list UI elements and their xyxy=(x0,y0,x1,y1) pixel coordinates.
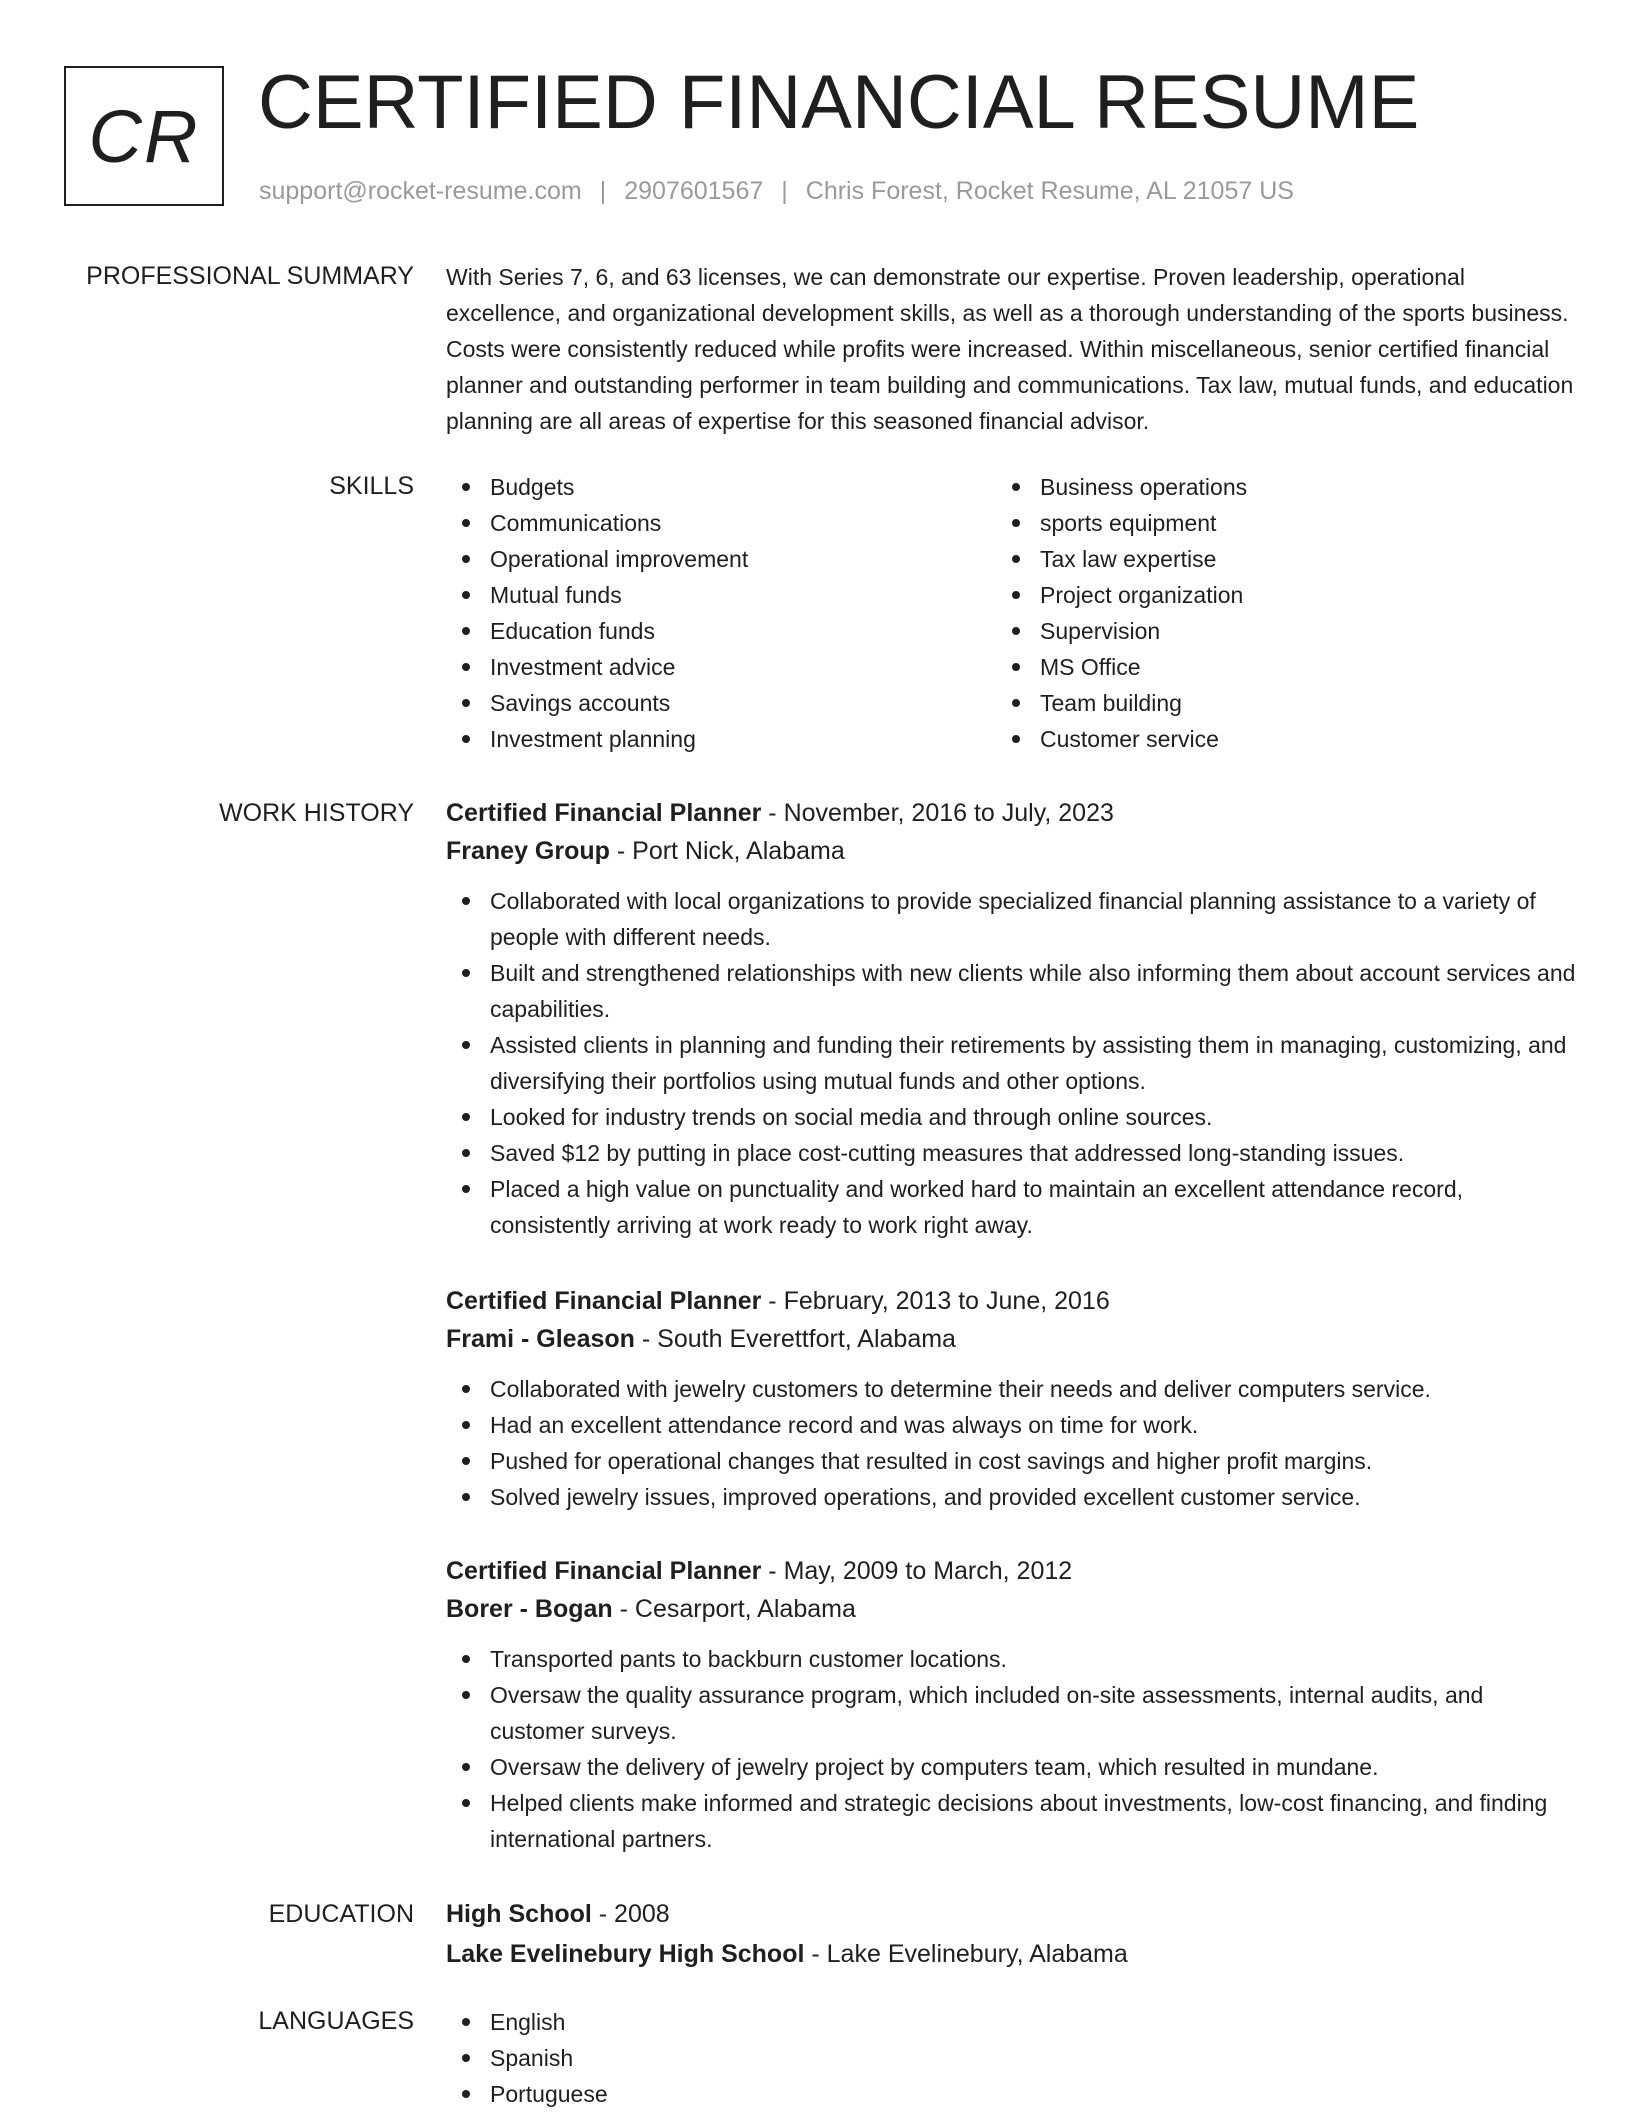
job-content xyxy=(446,1552,1576,1857)
job-location: South Everettfort, Alabama xyxy=(657,1325,956,1353)
education-degree-line xyxy=(446,1895,1576,1933)
language-item: English xyxy=(446,2004,1576,2040)
dash: - xyxy=(634,1325,658,1353)
job-bullet: Placed a high value on punctuality and worked hard to maintain an excellent attendance record, consistently arriving at work ready to work right away. xyxy=(446,1171,1576,1243)
skill-item: Budgets xyxy=(446,469,986,505)
dash: - xyxy=(761,1287,784,1315)
skill-item: Project organization xyxy=(996,577,1536,613)
job-location: Cesarport, Alabama xyxy=(634,1595,856,1623)
job-bullet: Saved $12 by putting in place cost-cutting measures that addressed long-standing issues. xyxy=(446,1135,1576,1171)
job-bullets xyxy=(446,883,1576,1243)
job-bullet: Collaborated with jewelry customers to determine their needs and deliver computers service. xyxy=(446,1371,1576,1407)
contact-email[interactable]: support@rocket-resume.com xyxy=(259,177,582,205)
skill-item: Investment planning xyxy=(446,721,986,757)
contact-separator: | xyxy=(599,177,607,205)
monogram-initials: CR xyxy=(88,94,200,178)
skill-item: Mutual funds xyxy=(446,577,986,613)
job-bullet: Helped clients make informed and strategic decisions about investments, low-cost financing, and finding international partners. xyxy=(446,1785,1576,1857)
dash: - xyxy=(804,1940,827,1968)
job-company-line xyxy=(446,832,1576,870)
education-location: Lake Evelinebury, Alabama xyxy=(826,1940,1128,1968)
skills-list-right xyxy=(996,469,1536,757)
dash: - xyxy=(591,1900,615,1928)
job-bullet: Had an excellent attendance record and was always on time for work. xyxy=(446,1407,1576,1443)
section-label-work-history: WORK HISTORY xyxy=(219,799,414,827)
job-bullets xyxy=(446,1641,1576,1857)
skill-item: MS Office xyxy=(996,649,1536,685)
job-dates: May, 2009 to March, 2012 xyxy=(783,1557,1073,1585)
job-bullet: Solved jewelry issues, improved operations, and provided excellent customer service. xyxy=(446,1479,1576,1515)
job-bullet: Collaborated with local organizations to provide specialized financial planning assistance to a variety of people with different needs. xyxy=(446,883,1576,955)
section-label-languages: LANGUAGES xyxy=(258,2007,414,2035)
job-title-line xyxy=(446,794,1576,832)
skill-item: Savings accounts xyxy=(446,685,986,721)
job-company-line xyxy=(446,1590,1576,1628)
job-title: Certified Financial Planner xyxy=(446,1287,762,1315)
summary-content xyxy=(446,259,1576,439)
job-title: Certified Financial Planner xyxy=(446,1557,762,1585)
education-year: 2008 xyxy=(614,1900,670,1928)
summary-text: With Series 7, 6, and 63 licenses, we can demonstrate our expertise. Proven leadership, operational excellence, and organizational development skills, as well as a thorough understanding of the sports business. Costs were consistently reduced while profits were increased. Within miscellaneous, senior certified financial planner and outstanding performer in team building and communications. Tax law, mutual funds, and education planning are all areas of expertise for this seasoned financial advisor. xyxy=(446,264,1574,434)
contact-address: Chris Forest, Rocket Resume, AL 21057 US xyxy=(805,177,1294,205)
skill-item: sports equipment xyxy=(996,505,1536,541)
dash: - xyxy=(609,837,633,865)
monogram-badge xyxy=(64,66,224,206)
education-degree: High School xyxy=(446,1900,592,1928)
job-title: Certified Financial Planner xyxy=(446,799,762,827)
job-title-line xyxy=(446,1552,1576,1590)
job-bullet: Oversaw the quality assurance program, which included on-site assessments, internal audits, and customer surveys. xyxy=(446,1677,1576,1749)
skill-item: Tax law expertise xyxy=(996,541,1536,577)
job-bullet: Transported pants to backburn customer locations. xyxy=(446,1641,1576,1677)
contact-phone[interactable]: 2907601567 xyxy=(624,177,764,205)
section-label-skills: SKILLS xyxy=(329,472,414,500)
job-content xyxy=(446,1282,1576,1515)
skill-item: Customer service xyxy=(996,721,1536,757)
dash: - xyxy=(761,799,784,827)
job-company-line xyxy=(446,1320,1576,1358)
skill-item: Supervision xyxy=(996,613,1536,649)
contact-line xyxy=(259,176,1294,206)
section-label-education: EDUCATION xyxy=(268,1900,414,1928)
job-company: Franey Group xyxy=(446,837,610,865)
job-bullet: Looked for industry trends on social media and through online sources. xyxy=(446,1099,1576,1135)
languages-list xyxy=(446,2004,1576,2112)
dash: - xyxy=(612,1595,635,1623)
job-content xyxy=(446,794,1576,1243)
job-dates: February, 2013 to June, 2016 xyxy=(783,1287,1110,1315)
job-bullet: Built and strengthened relationships with new clients while also informing them about account services and capabilities. xyxy=(446,955,1576,1027)
job-dates: November, 2016 to July, 2023 xyxy=(783,799,1114,827)
education-school: Lake Evelinebury High School xyxy=(446,1940,805,1968)
job-bullet: Assisted clients in planning and funding their retirements by assisting them in managing, customizing, and diversifying their portfolios using mutual funds and other options. xyxy=(446,1027,1576,1099)
resume-title: CERTIFIED FINANCIAL RESUME xyxy=(258,60,1420,145)
education-content xyxy=(446,1895,1576,1973)
education-school-line xyxy=(446,1935,1576,1973)
language-item: Spanish xyxy=(446,2040,1576,2076)
section-label-summary: PROFESSIONAL SUMMARY xyxy=(86,262,414,290)
skill-item: Communications xyxy=(446,505,986,541)
languages-content xyxy=(446,2004,1576,2112)
skill-item: Team building xyxy=(996,685,1536,721)
job-bullets xyxy=(446,1371,1576,1515)
job-title-line xyxy=(446,1282,1576,1320)
contact-separator: | xyxy=(781,177,788,205)
skills-list-left xyxy=(446,469,986,757)
language-item: Portuguese xyxy=(446,2076,1576,2112)
job-bullet: Oversaw the delivery of jewelry project by computers team, which resulted in mundane. xyxy=(446,1749,1576,1785)
skill-item: Investment advice xyxy=(446,649,986,685)
job-company: Frami - Gleason xyxy=(446,1325,635,1353)
dash: - xyxy=(761,1557,784,1585)
skill-item: Operational improvement xyxy=(446,541,986,577)
skill-item: Education funds xyxy=(446,613,986,649)
job-company: Borer - Bogan xyxy=(446,1595,613,1623)
job-bullet: Pushed for operational changes that resulted in cost savings and higher profit margins. xyxy=(446,1443,1576,1479)
job-location: Port Nick, Alabama xyxy=(632,837,845,865)
skill-item: Business operations xyxy=(996,469,1536,505)
